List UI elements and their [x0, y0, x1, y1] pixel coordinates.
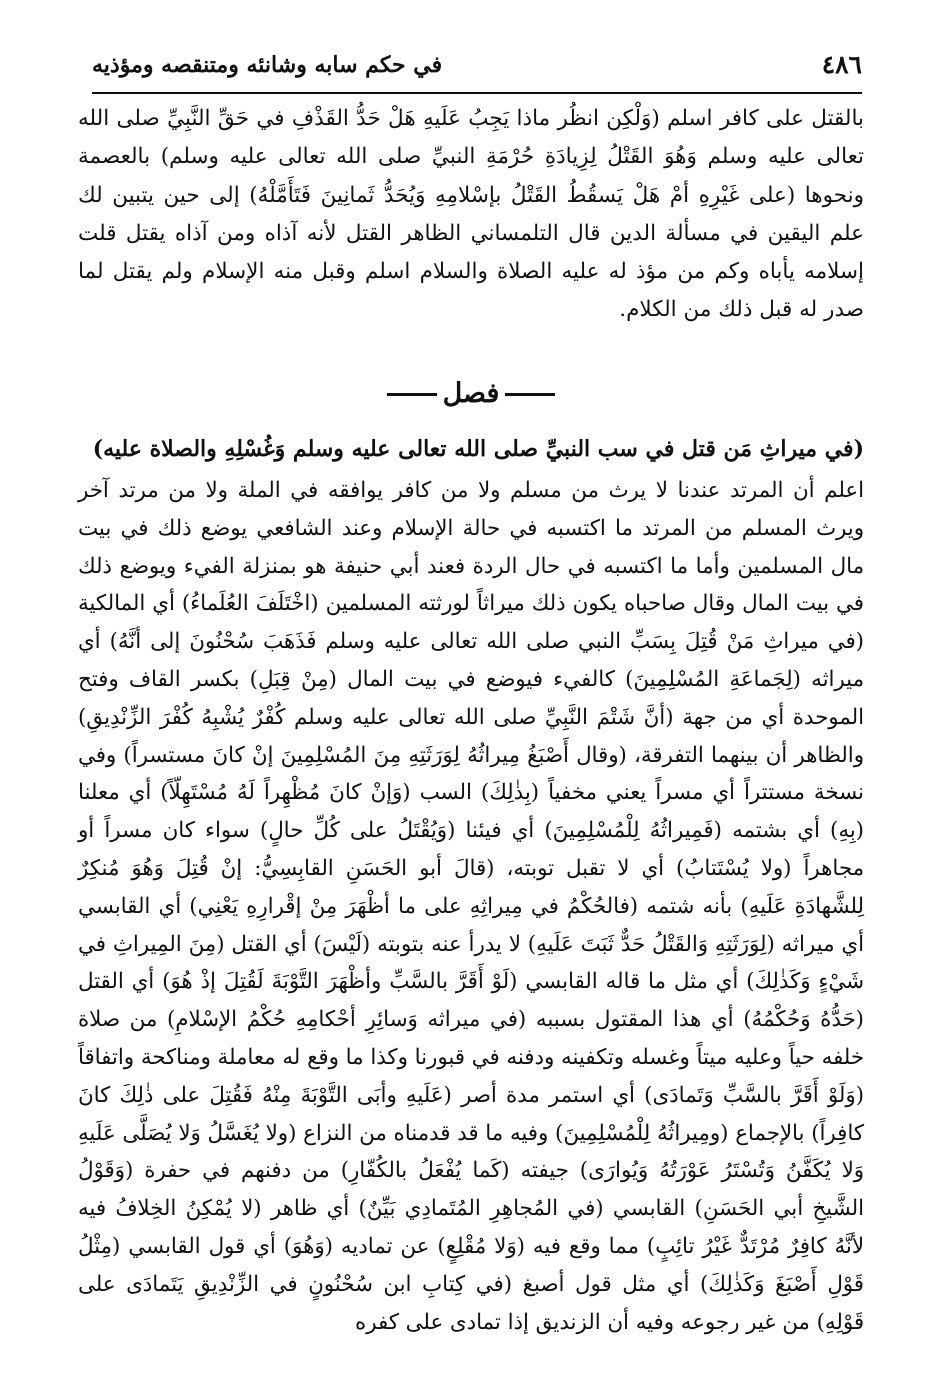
page-number: ٤٨٦: [821, 50, 862, 79]
title-ornament-right: [505, 393, 555, 396]
page-header: [92, 40, 862, 90]
chapter-subheading: (في ميراثِ مَن قتل في سب النبيِّ صلى الله تعالى عليه وسلم وَغُسْلِهِ والصلاة عليه): [92, 436, 864, 462]
section-title: [78, 378, 864, 409]
title-ornament-left: [387, 393, 437, 396]
section-title-text: فصل: [442, 378, 500, 409]
header-divider: [92, 92, 862, 94]
paragraph-1: بالقتل على كافر اسلم (وَلْكِن انظُر ماذا يَجِبُ عَلَيهِ هَلْ حَدُّ القَذْفِ في حَقِّ النَّبِيِّ صلى الله تعالى عليه وسلم وَهُوَ القَتْلُ لِزِيادَةِ حُرْمَةِ النبيِّ صلى الله تعالى عليه وسلم) بالعصمة ونحوها (على غَيْرِهِ أمْ هَلْ يَسقُطُ القَتْلُ بإسْلامِهِ وَيُحَدُّ ثَمانِينَ فَتَأَمَّلْهُ) إلى حين يتبين لك علم اليقين في مسألة الدين قال التلمساني الظاهر القتل لأنه آذاه ومن آذاه يقتل قلت إسلامه يأباه وكم من مؤذ له عليه الصلاة والسلام اسلم وقبل منه الإسلام ولم يقتل لما صدر له قبل ذلك من الكلام.: [78, 106, 864, 323]
running-title: في حكم سابه وشانئه ومتنقصه ومؤذيه: [92, 52, 443, 78]
paragraph-2: اعلم أن المرتد عندنا لا يرث من مسلم ولا من كافر يوافقه في الملة ولا من مرتد آخر ويرث المسلم من المرتد ما اكتسبه في حالة الإسلام وعند الشافعي يوضع ذلك في بيت مال المسلمين وأما ما اكتسبه في حال الردة فعند أبي حنيفة هو بمنزلة الفيء ويوضع ذلك في بيت المال وقال صاحباه يكون ذلك ميراثاً لورثته المسلمين (اخْتَلَفَ العُلَماءُ) أي المالكية (في ميراثِ مَنْ قُتِلَ بِسَبِّ النبي صلى الله تعالى عليه وسلم فَذَهَبَ سُحْنُونَ إلى أنَّهُ) أي ميراثه (لِجَماعَةِ المُسْلِمِينَ) كالفيء فيوضع في بيت المال (مِنْ قِبَلِ) بكسر القاف وفتح الموحدة أي من جهة (أنَّ شَتْمَ النَّبِيِّ صلى الله تعالى عليه وسلم كُفْرٌ يُشْبِهُ كُفْرَ الزِّنْدِيقِ) والظاهر أن بينهما التفرقة، (وقال أَصْبَغُ مِيراثُهُ لِوَرَثَتِهِ مِنَ المُسْلِمِينَ إنْ كانَ مستسراً) وفي نسخة مستتراً أي مسراً يعني مخفياً (بِذٰلِكَ) السب (وَإنْ كانَ مُظْهِراً لَهُ مُسْتَهِلّاً) أي معلنا (بِهِ) أي بشتمه (فَمِيراثُهُ لِلْمُسْلِمِينَ) أي فيئنا (وَيُقْتَلُ على كُلِّ حالٍ) سواء كان مسراً أو مجاهراً (ولا يُسْتَتابُ) أي لا تقبل توبته، (قالَ أبو الحَسَنِ القابِسِيُّ: إنْ قُتِلَ وَهُوَ مُنكِرٌ لِلشَّهادَةِ عَلَيهِ) بأنه شتمه (فالحُكْمُ في مِيراثِهِ على ما أظْهَرَ مِنْ إقْرارِهِ يَعْنِي) أي القابسي أي ميراثه (لِوَرَثَتِهِ وَالقَتْلُ حَدٌّ ثَبَتَ عَلَيهِ) لا يدرأ عنه بتوبته (لَيْسَ) أي القتل (مِنَ المِيراثِ في شَيْءٍ وَكَذٰلِكَ) أي مثل ما قاله القابسي (لَوْ أَقَرَّ بالسَّبِّ وأظْهَرَ التَّوْبَةَ لَقُتِلَ إذْ هُوَ) أي القتل (حَدُّهُ وَحُكْمُهُ) أي هذا المقتول بسببه (في ميراثه وَسائِرِ أحْكامِهِ حُكْمُ الإسْلامِ) من صلاة خلفه حياً وعليه ميتاً وغسله وتكفينه ودفنه في قبورنا وكذا ما وقع له معاملة ومناكحة واتفاقاً (وَلَوْ أَقَرَّ بالسَّبِّ وَتَمادَى) أي استمر مدة أصر (عَلَيهِ وأبَى التَّوْبَةَ مِنْهُ فَقُتِلَ على ذٰلِكَ كانَ كافِراً) بالإجماع (ومِيراثُهُ لِلْمُسْلِمِينَ) وفيه ما قد قدمناه من النزاع (ولا يُغَسَّلُ وَلا يُصَلَّى عَلَيهِ وَلا يُكَفَّنُ وَتُسْتَرُ عَوْرَتُهُ وَيُوارَى) جيفته (كَما يُفْعَلُ بالكُفّارِ) من دفنهم في حفرة (وَقَوْلُ الشَّيخِ أبي الحَسَنِ) القابسي (في المُجاهِرِ المُتَمادِي بَيِّنٌ) أي ظاهر (لا يُمْكِنُ الخِلافُ فيه لأنَّهُ كافِرٌ مُرْتَدٌّ غَيْرُ تائِبٍ) مما وقع فيه (وَلا مُقْلِعٍ) عن تماديه (وَهُوَ) أي قول القابسي (مِثْلُ قَوْلِ أَصْبَغَ وَكَذٰلِكَ) أي مثل قول أصبغ (في كِتابِ ابن سُحْنُونٍ في الزِّنْدِيقِ يَتَمادَى على قَوْلِهِ) من غير رجوعه وفيه أن الزنديق إذا تمادى على كفره: [78, 478, 864, 1335]
